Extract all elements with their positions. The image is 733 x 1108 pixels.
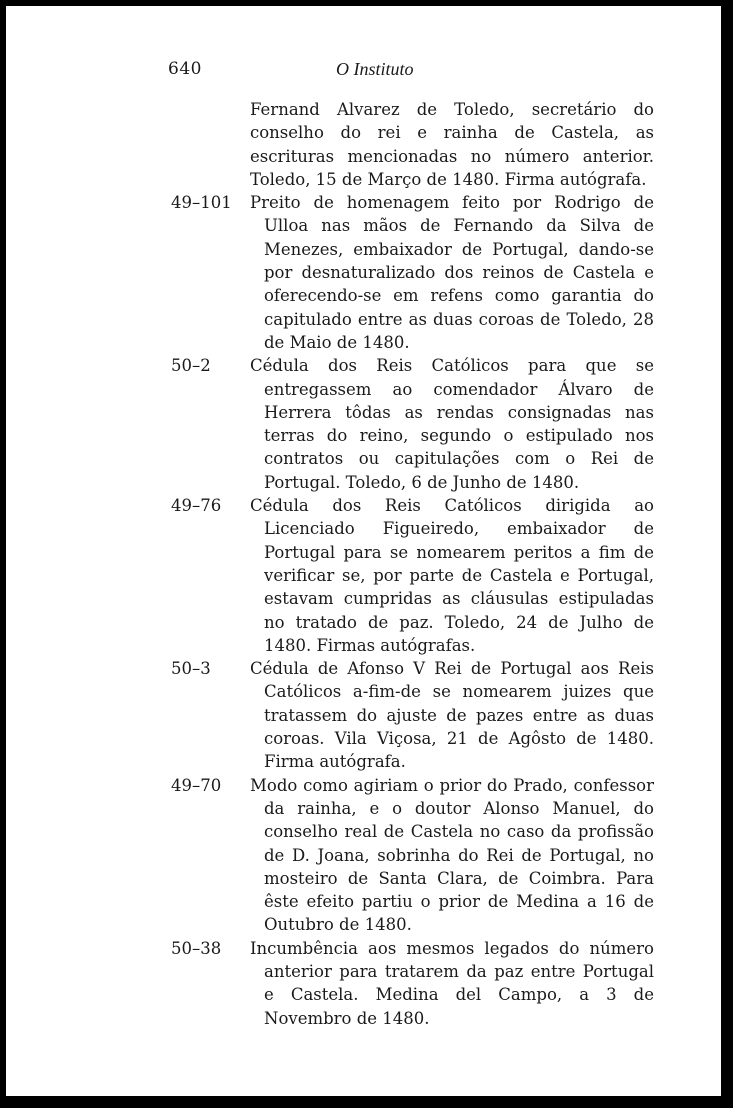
catalogue-entry [6, 191, 721, 354]
catalogue-entry [6, 657, 721, 773]
catalogue-entry [6, 354, 721, 494]
entry-text: Cédula dos Reis Católicos dirigida ao Licenciado Figueiredo, embaixador de Portugal para se nomearem peritos a fim de verificar se, por parte de Castela e Portugal, estavam cumpridas as cláusulas estipuladas no tratado de paz. Toledo, 24 de Julho de 1480. Firmas autógrafas. [250, 496, 654, 655]
entry-text: Fernand Alvarez de Toledo, secretário do conselho do rei e rainha de Castela, as escrituras mencionadas no número anterior. Toledo, 15 de Março de 1480. Firma autógrafa. [250, 100, 654, 189]
entry-text: Cédula de Afonso V Rei de Portugal aos Reis Católicos a-fim-de se nomearem juizes que tratassem do ajuste de pazes entre as duas coroas. Vila Viçosa, 21 de Agôsto de 1480. Firma autógrafa. [250, 659, 654, 772]
catalogue-entry [6, 98, 721, 191]
page-number: 640 [168, 59, 202, 79]
entry-text: Preito de homenagem feito por Rodrigo de Ulloa nas mãos de Fernando da Silva de Menezes, embaixador de Portugal, dando-se por desnaturalizado dos reinos de Castela e oferecendo-se em refens como garantia do capitulado entre as duas coroas de Toledo, 28 de Maio de 1480. [250, 193, 654, 352]
catalogue-entry [6, 494, 721, 657]
running-title: O Instituto [336, 59, 414, 79]
entry-reference-number: 49–76 [171, 496, 222, 516]
entry-reference-number: 49–70 [171, 775, 222, 795]
catalogue-entries [6, 98, 721, 1030]
entry-text: Cédula dos Reis Católicos para que se entregassem ao comendador Álvaro de Herrera tôdas as rendas consignadas nas terras do reino, segundo o estipulado nos contratos ou capitulações com o Rei de Portugal. Toledo, 6 de Junho de 1480. [250, 356, 654, 492]
catalogue-entry [6, 937, 721, 1030]
entry-text: Modo como agiriam o prior do Prado, confessor da rainha, e o doutor Alonso Manuel, do conselho real de Castela no caso da profissão de D. Joana, sobrinha do Rei de Portugal, no mosteiro de Santa Clara, de Coimbra. Para êste efeito partiu o prior de Medina a 16 de Outubro de 1480. [250, 775, 654, 935]
entry-reference-number: 49–101 [171, 193, 232, 213]
catalogue-entry [6, 774, 721, 937]
entry-reference-number: 50–2 [171, 356, 211, 376]
entry-reference-number: 50–38 [171, 938, 222, 958]
page-header [6, 59, 721, 89]
book-page [6, 6, 721, 1096]
entry-text: Incumbência aos mesmos legados do número anterior para tratarem da paz entre Portugal e Castela. Medina del Campo, a 3 de Novembro de 1480. [250, 938, 654, 1028]
entry-reference-number: 50–3 [171, 659, 211, 679]
